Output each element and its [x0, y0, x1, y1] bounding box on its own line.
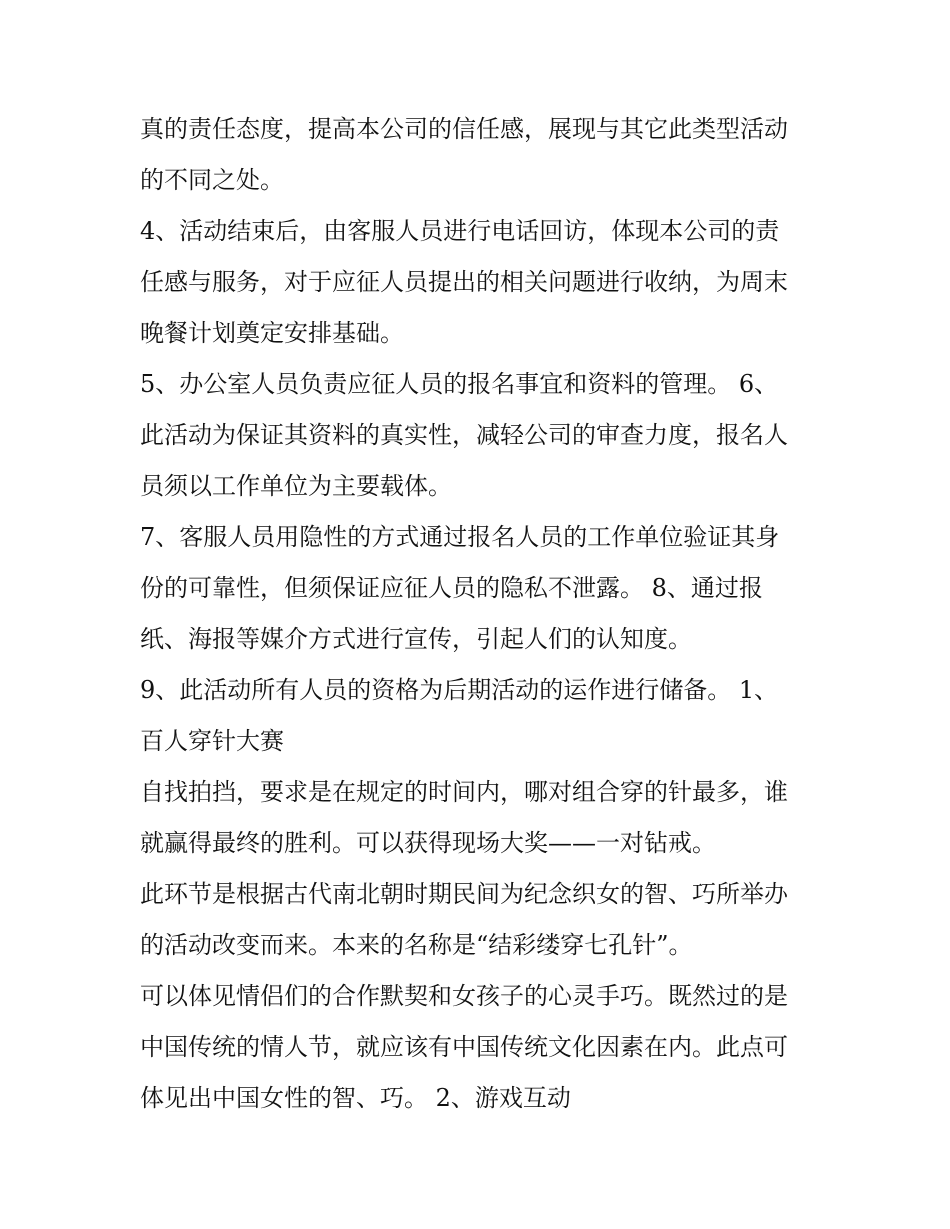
text-line: 的不同之处。	[140, 166, 284, 194]
text-line: 4、活动结束后，由客服人员进行电话回访，体现本公司的责	[140, 217, 780, 245]
paragraph-item-9	[140, 665, 830, 767]
section-heading: 百人穿针大赛	[140, 727, 284, 755]
text-line: 可以体见情侣们的合作默契和女孩子的心灵手巧。既然过的是	[140, 982, 788, 1010]
paragraph-item-7-8	[140, 512, 830, 665]
text-line: 此环节是根据古代南北朝时期民间为纪念织女的智、巧所举办	[140, 880, 788, 908]
text-line: 的活动改变而来。本来的名称是“结彩缕穿七孔针”。	[140, 931, 693, 959]
text-line: 任感与服务，对于应征人员提出的相关问题进行收纳，为周末	[140, 268, 788, 296]
paragraph-contest-origin	[140, 869, 830, 971]
text-line: 7、客服人员用隐性的方式通过报名人员的工作单位验证其身	[140, 523, 780, 551]
paragraph-intro-continuation	[140, 104, 830, 206]
paragraph-item-5-6	[140, 359, 830, 512]
text-line: 中国传统的情人节，就应该有中国传统文化因素在内。此点可	[140, 1033, 788, 1061]
text-line: 晚餐计划奠定安排基础。	[140, 319, 404, 347]
text-line: 纸、海报等媒介方式进行宣传，引起人们的认知度。	[140, 625, 692, 653]
text-line: 5、办公室人员负责应征人员的报名事宜和资料的管理。 6、	[140, 370, 779, 398]
text-line: 体见出中国女性的智、巧。 2、游戏互动	[140, 1084, 571, 1112]
text-line: 真的责任态度，提高本公司的信任感，展现与其它此类型活动	[140, 115, 788, 143]
paragraph-item-4	[140, 206, 830, 359]
paragraph-contest-meaning	[140, 971, 830, 1124]
text-line: 此活动为保证其资料的真实性，减轻公司的审查力度，报名人	[140, 421, 788, 449]
text-line: 就赢得最终的胜利。可以获得现场大奖——一对钻戒。	[140, 829, 716, 857]
text-line: 员须以工作单位为主要载体。	[140, 472, 452, 500]
text-line: 份的可靠性，但须保证应征人员的隐私不泄露。 8、通过报	[140, 574, 763, 602]
document-body	[140, 104, 830, 1124]
paragraph-contest-rules	[140, 767, 830, 869]
text-line: 自找拍挡，要求是在规定的时间内，哪对组合穿的针最多，谁	[140, 778, 788, 806]
text-line: 9、此活动所有人员的资格为后期活动的运作进行储备。 1、	[140, 676, 779, 704]
